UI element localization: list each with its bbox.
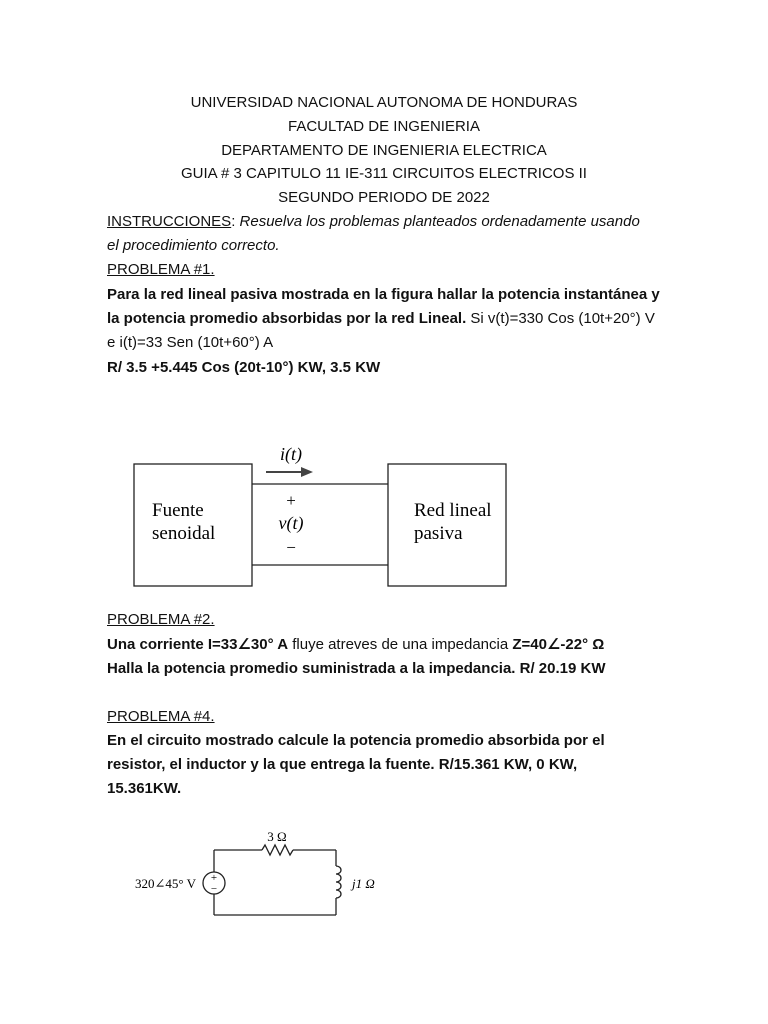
voltage-label: v(t) (278, 513, 304, 533)
instructions-colon: : (231, 213, 236, 230)
problem-4-line-2 (107, 755, 577, 775)
problem-1-line-1: Para la red lineal pasiva mostrada en la figura hallar la potencia instantánea y (107, 286, 660, 303)
instructions-text-1: Resuelva los problemas planteados ordenadamente usando (235, 213, 640, 230)
problem-2-answer: R/ 20.19 KW (519, 660, 606, 677)
problem-4-line-3: 15.361KW. (107, 780, 182, 797)
department-name: DEPARTAMENTO DE INGENIERIA ELECTRICA (221, 142, 547, 159)
inductor-label: j1 Ω (352, 876, 375, 891)
current-arrow-head (301, 467, 313, 477)
source-label-2: senoidal (152, 523, 216, 544)
current-phasor: I=33∠30° A (207, 636, 289, 653)
problem-2-line-1-a: Una corriente (107, 636, 208, 653)
problem-2-line-1-c: fluye atreves de una impedancia (288, 636, 513, 653)
problem-1-line-2-bold: la potencia promedio absorbidas por la red Lineal. (107, 310, 467, 327)
figure-2-circuit (135, 829, 375, 915)
guide-title: GUIA # 3 CAPITULO 11 IE-311 CIRCUITOS ELECTRICOS II (181, 165, 587, 182)
problem-2-line-2-a: Halla la potencia promedio suministrada a la impedancia. (107, 660, 520, 677)
problem-1-answer: R/ 3.5 +5.445 Cos (20t-10°) KW, 3.5 KW (107, 359, 381, 376)
problem-4-title: PROBLEMA #4. (107, 708, 215, 725)
source-plus: + (210, 872, 218, 884)
problem-2-line-2 (107, 659, 606, 679)
source-label-1: Fuente (152, 500, 204, 521)
problem-1-line-2-rest: Si v(t)=330 Cos (10t+20°) V (466, 310, 655, 327)
minus-sign: − (286, 538, 296, 557)
problem-4-line-1: En el circuito mostrado calcule la potencia promedio absorbida por el (107, 732, 605, 749)
problem-1-line-3: e i(t)=33 Sen (10t+60°) A (107, 334, 274, 351)
university-name: UNIVERSIDAD NACIONAL AUTONOMA DE HONDURAS (190, 94, 578, 111)
problem-2-title: PROBLEMA #2. (107, 611, 215, 628)
plus-sign: + (286, 491, 296, 510)
impedance-phasor: Z=40∠-22° Ω (512, 636, 605, 653)
network-label-2: pasiva (414, 523, 463, 544)
network-label-1: Red lineal (414, 500, 492, 521)
period: SEGUNDO PERIODO DE 2022 (278, 189, 490, 206)
problem-1-title: PROBLEMA #1. (107, 261, 215, 278)
instructions-label: INSTRUCCIONES (107, 213, 232, 230)
instructions-text-2: el procedimiento correcto. (107, 237, 280, 254)
source-label: 320∠45° V (135, 876, 196, 891)
problem-4-line-2-a: resistor, el inductor y la que entrega la fuente. (107, 756, 439, 773)
faculty-name: FACULTAD DE INGENIERIA (288, 118, 480, 135)
problem-4-answer: R/15.361 KW, 0 KW, (438, 756, 578, 773)
source-minus: − (210, 883, 218, 895)
inductor-icon (336, 866, 341, 898)
problem-2-line-1 (107, 635, 604, 655)
current-label: i(t) (280, 444, 302, 464)
resistor-label: 3 Ω (267, 829, 287, 844)
resistor-icon (262, 845, 293, 855)
